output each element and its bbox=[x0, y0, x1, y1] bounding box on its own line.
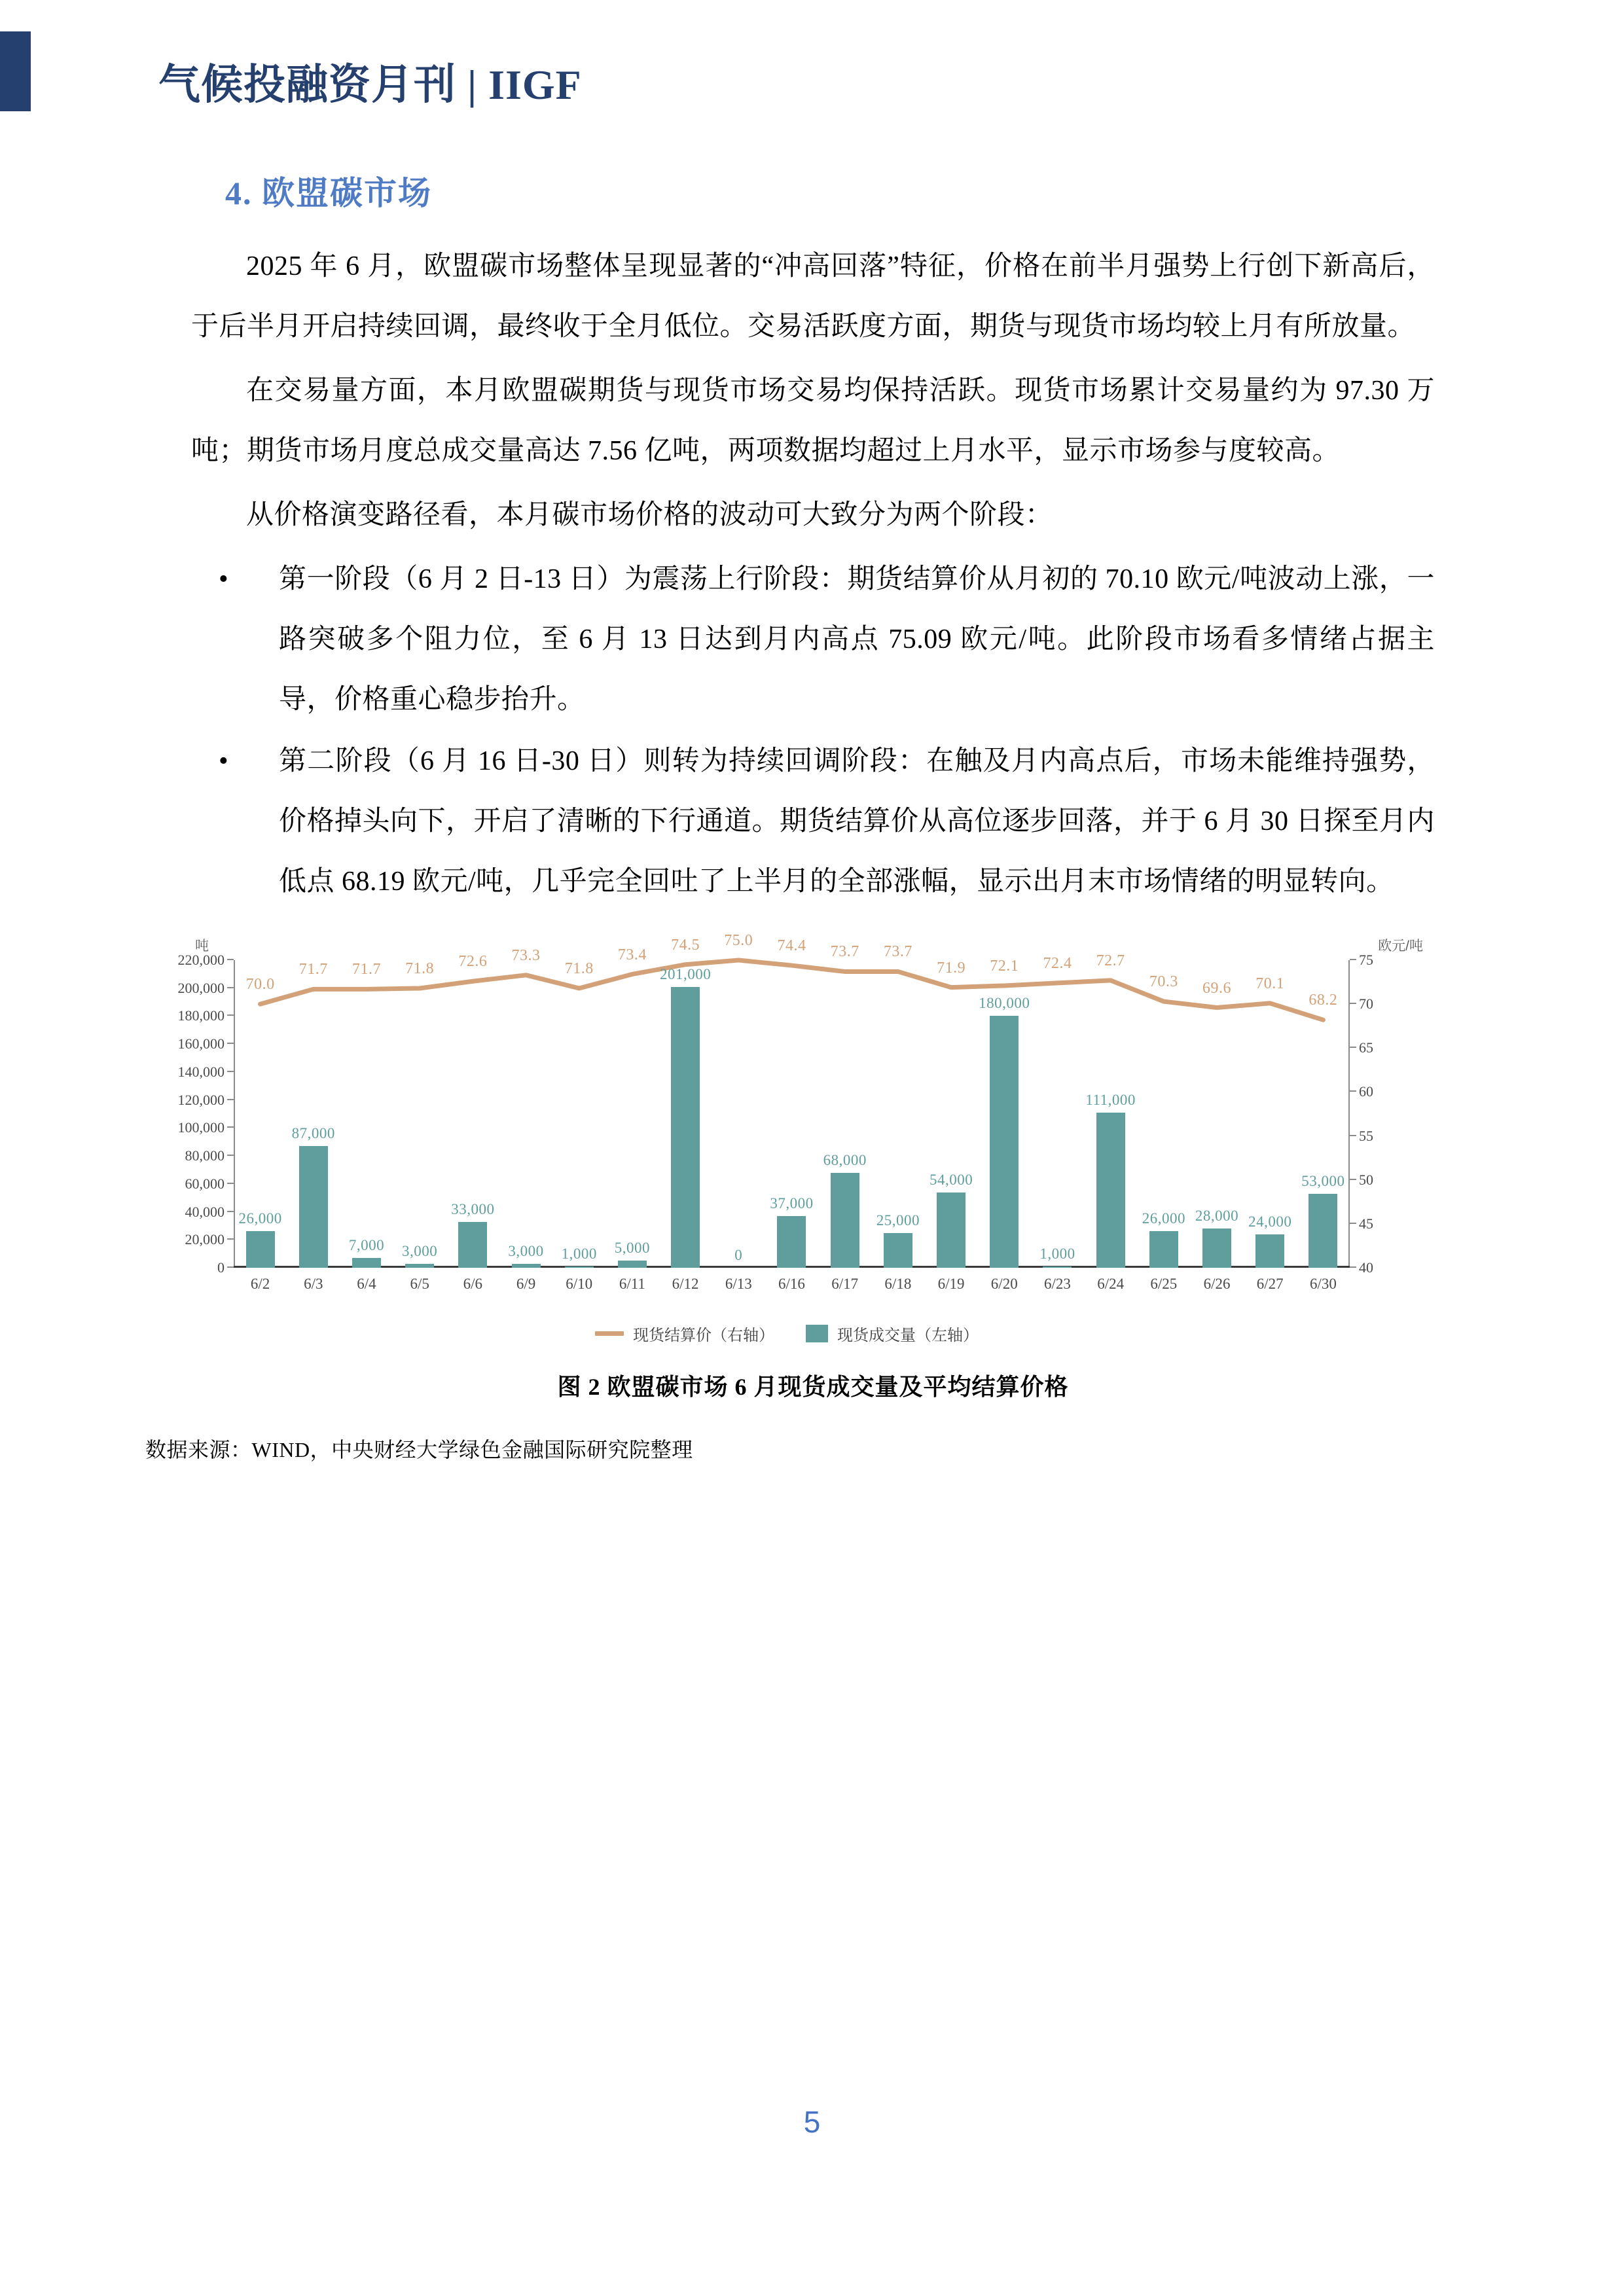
bar bbox=[1043, 1266, 1072, 1268]
bar-column bbox=[924, 959, 977, 1292]
bar bbox=[512, 1264, 541, 1268]
y-axis-tick-label: 40,000 bbox=[185, 1203, 225, 1220]
price-value-label: 72.1 bbox=[990, 957, 1019, 975]
bar bbox=[1096, 1113, 1125, 1268]
logo-bar-4 bbox=[0, 31, 5, 111]
bar-value-label: 28,000 bbox=[1195, 1208, 1239, 1225]
y2-axis-tick-mark bbox=[1350, 1003, 1356, 1004]
y2-axis-tick-label: 75 bbox=[1359, 952, 1373, 968]
bar bbox=[1308, 1194, 1337, 1268]
bar bbox=[937, 1193, 965, 1268]
y2-axis-tick-label: 60 bbox=[1359, 1083, 1373, 1100]
y2-axis-tick-mark bbox=[1350, 1090, 1356, 1092]
x-axis-tick-label: 6/24 bbox=[1097, 1276, 1125, 1292]
page-number: 5 bbox=[803, 2105, 821, 2139]
y-axis-tick-mark bbox=[227, 1014, 234, 1016]
y-axis-tick-mark bbox=[227, 959, 234, 960]
y-axis-tick-mark bbox=[227, 1238, 234, 1240]
price-value-label: 73.7 bbox=[830, 943, 859, 961]
bar bbox=[246, 1231, 275, 1268]
price-value-label: 68.2 bbox=[1308, 992, 1338, 1009]
bar-value-label: 54,000 bbox=[929, 1171, 973, 1188]
bar bbox=[299, 1146, 328, 1268]
bar-value-label: 0 bbox=[734, 1247, 743, 1263]
x-axis-tick-label: 6/3 bbox=[304, 1276, 323, 1292]
y2-axis-tick-label: 50 bbox=[1359, 1171, 1373, 1188]
y2-axis-tick-mark bbox=[1350, 1179, 1356, 1180]
price-value-label: 74.5 bbox=[671, 936, 700, 954]
bar bbox=[831, 1173, 859, 1268]
price-value-label: 71.8 bbox=[564, 960, 594, 977]
bar-column bbox=[818, 943, 871, 1292]
y-axis-tick-label: 120,000 bbox=[177, 1091, 225, 1108]
price-value-label: 72.4 bbox=[1043, 954, 1072, 972]
bar-column bbox=[765, 937, 818, 1292]
x-axis-tick-label: 6/26 bbox=[1203, 1276, 1231, 1292]
x-axis-tick-label: 6/17 bbox=[831, 1276, 859, 1292]
legend-item-volume bbox=[806, 1322, 979, 1345]
y-axis-tick-label: 180,000 bbox=[177, 1007, 225, 1024]
bar-column bbox=[234, 960, 287, 1292]
y-axis-tick-label: 60,000 bbox=[185, 1175, 225, 1192]
figure-caption: 图 2 欧盟碳市场 6 月现货成交量及平均结算价格 bbox=[557, 1374, 1069, 1400]
legend-item-price bbox=[595, 1322, 774, 1345]
y-axis-tick-label: 160,000 bbox=[177, 1035, 225, 1052]
plot-area bbox=[177, 932, 1373, 1292]
bar-value-label: 5,000 bbox=[614, 1240, 651, 1257]
bar-value-label: 26,000 bbox=[1142, 1210, 1185, 1227]
y-axis-tick-mark bbox=[227, 1211, 234, 1212]
bar-value-label: 25,000 bbox=[876, 1211, 920, 1229]
y-axis-tick-mark bbox=[227, 1099, 234, 1100]
left-axis-unit-label: 吨 bbox=[195, 939, 209, 954]
bar bbox=[618, 1261, 647, 1268]
phase-list bbox=[191, 549, 1435, 912]
bullet-icon: • bbox=[219, 564, 229, 594]
publication-title: 气候投融资月刊 | IIGF bbox=[158, 62, 582, 108]
bar bbox=[884, 1233, 912, 1268]
x-axis-tick-label: 6/20 bbox=[990, 1276, 1018, 1292]
bar-column bbox=[287, 960, 340, 1292]
chart-legend bbox=[145, 1322, 1428, 1345]
price-value-label: 71.7 bbox=[298, 961, 328, 978]
x-axis-tick-label: 6/30 bbox=[1309, 1276, 1337, 1292]
bar-value-label: 7,000 bbox=[348, 1237, 385, 1254]
page-header bbox=[0, 31, 1624, 117]
x-axis-tick-label: 6/18 bbox=[884, 1276, 912, 1292]
bar-value-label: 68,000 bbox=[823, 1151, 867, 1168]
bar-value-label: 1,000 bbox=[1039, 1245, 1075, 1262]
y2-axis-tick-label: 45 bbox=[1359, 1215, 1373, 1232]
price-value-label: 75.0 bbox=[724, 932, 753, 949]
y-axis-tick-mark bbox=[227, 987, 234, 988]
price-value-label: 71.8 bbox=[405, 960, 435, 977]
bar-column bbox=[659, 936, 712, 1292]
line-swatch-icon bbox=[595, 1331, 624, 1336]
legend-label: 现货成交量（左轴） bbox=[837, 1327, 979, 1344]
bar-column bbox=[978, 957, 1031, 1292]
bar bbox=[777, 1216, 806, 1268]
bar-column bbox=[1084, 952, 1137, 1292]
y-axis-tick-label: 20,000 bbox=[185, 1231, 225, 1248]
y2-axis-tick-label: 70 bbox=[1359, 996, 1373, 1013]
section-heading: 4. 欧盟碳市场 bbox=[225, 175, 432, 211]
bar-column bbox=[393, 960, 446, 1292]
y-axis-tick-label: 80,000 bbox=[185, 1147, 225, 1164]
y-axis-tick-label: 200,000 bbox=[177, 979, 225, 996]
bar-value-label: 37,000 bbox=[770, 1194, 814, 1211]
bar-value-label: 53,000 bbox=[1301, 1172, 1345, 1189]
bar bbox=[1149, 1231, 1178, 1268]
y-axis-tick-label: 0 bbox=[217, 1259, 225, 1276]
y-axis-tick-label: 220,000 bbox=[177, 952, 225, 968]
y2-axis-tick-label: 55 bbox=[1359, 1127, 1373, 1144]
price-value-label: 72.7 bbox=[1096, 952, 1125, 969]
x-axis-tick-label: 6/4 bbox=[357, 1276, 376, 1292]
x-axis-tick-label: 6/16 bbox=[778, 1276, 805, 1292]
y-axis-tick-label: 100,000 bbox=[177, 1119, 225, 1136]
bar-value-label: 3,000 bbox=[402, 1242, 438, 1259]
data-source-note: 数据来源：WIND，中央财经大学绿色金融国际研究院整理 bbox=[145, 1438, 693, 1462]
price-value-label: 69.6 bbox=[1202, 979, 1232, 997]
bar-value-label: 26,000 bbox=[238, 1210, 282, 1227]
x-axis-tick-label: 6/25 bbox=[1150, 1276, 1178, 1292]
bar bbox=[458, 1222, 487, 1268]
x-axis-tick-label: 6/2 bbox=[250, 1276, 270, 1292]
price-value-label: 73.7 bbox=[883, 943, 912, 961]
bar-value-label: 180,000 bbox=[979, 995, 1030, 1012]
x-axis-tick-label: 6/12 bbox=[672, 1276, 699, 1292]
bar-swatch-icon bbox=[806, 1325, 828, 1342]
bar bbox=[405, 1264, 434, 1268]
x-axis-tick-label: 6/9 bbox=[516, 1276, 536, 1292]
bar bbox=[671, 987, 700, 1268]
bullet-icon: • bbox=[219, 746, 229, 776]
y2-axis-tick-mark bbox=[1350, 1047, 1356, 1048]
y2-axis-tick-mark bbox=[1350, 1223, 1356, 1224]
bar bbox=[1202, 1229, 1231, 1268]
bar-column bbox=[340, 960, 393, 1292]
paragraph-overview: 2025 年 6 月，欧盟碳市场整体呈现显著的“冲高回落”特征，价格在前半月强势上行创下新高后，于后半月开启持续回调，最终收于全月低位。交易活跃度方面，期货与现货市场均较上月有所放量。 bbox=[191, 251, 1435, 342]
bar-column bbox=[1190, 960, 1243, 1292]
y-axis-tick-mark bbox=[227, 1126, 234, 1128]
x-axis-tick-label: 6/13 bbox=[725, 1276, 752, 1292]
bar bbox=[565, 1266, 594, 1268]
price-value-label: 72.6 bbox=[458, 953, 488, 971]
y2-axis-tick-label: 65 bbox=[1359, 1039, 1373, 1056]
y-axis-tick-label: 140,000 bbox=[177, 1063, 225, 1080]
price-value-label: 73.3 bbox=[511, 946, 541, 964]
x-axis-tick-label: 6/5 bbox=[410, 1276, 429, 1292]
bar-value-label: 3,000 bbox=[508, 1242, 544, 1259]
price-value-label: 70.0 bbox=[245, 976, 275, 994]
y2-axis-tick-mark bbox=[1350, 1266, 1356, 1268]
x-axis-tick-label: 6/10 bbox=[566, 1276, 593, 1292]
x-axis-tick-label: 6/27 bbox=[1256, 1276, 1284, 1292]
bar-column bbox=[1031, 954, 1084, 1292]
bar-value-label: 87,000 bbox=[291, 1125, 335, 1142]
list-item bbox=[191, 731, 1435, 912]
x-axis-tick-label: 6/6 bbox=[463, 1276, 483, 1292]
bar-column bbox=[1244, 960, 1297, 1292]
y-axis-tick-mark bbox=[227, 1043, 234, 1044]
list-item-text: 第二阶段（6 月 16 日-30 日）则转为持续回调阶段：在触及月内高点后，市场未能维持强势，价格掉头向下，开启了清晰的下行通道。期货结算价从高位逐步回落，并于 6 月 30 日探至月内低点 68.19 欧元/吨，几乎完全回吐了上半月的全部涨幅，显示出月末市场情绪的明显转向。 bbox=[279, 746, 1435, 897]
bar-column bbox=[712, 932, 765, 1292]
y2-axis-tick-label: 40 bbox=[1359, 1259, 1373, 1276]
right-axis-unit-label: 欧元/吨 bbox=[1378, 939, 1423, 954]
legend-label: 现货结算价（右轴） bbox=[633, 1327, 774, 1344]
figure-2-chart bbox=[145, 932, 1428, 1354]
bar-column bbox=[446, 953, 499, 1292]
bar-value-label: 201,000 bbox=[659, 965, 712, 982]
price-value-label: 71.9 bbox=[937, 959, 966, 977]
y2-axis-tick-mark bbox=[1350, 959, 1356, 960]
price-value-label: 73.4 bbox=[617, 946, 647, 963]
price-value-label: 71.7 bbox=[352, 961, 381, 978]
x-axis-tick-label: 6/23 bbox=[1043, 1276, 1071, 1292]
x-axis-tick-label: 6/11 bbox=[619, 1276, 645, 1292]
bar-column bbox=[1297, 960, 1350, 1292]
x-axis-tick-label: 6/19 bbox=[937, 1276, 965, 1292]
y2-axis-tick-mark bbox=[1350, 1135, 1356, 1136]
bar bbox=[1255, 1234, 1284, 1268]
bar-column bbox=[499, 946, 552, 1292]
bar bbox=[352, 1258, 381, 1268]
y-axis-tick-mark bbox=[227, 1155, 234, 1156]
bar-value-label: 24,000 bbox=[1248, 1213, 1292, 1230]
paragraph-volume: 在交易量方面，本月欧盟碳期货与现货市场交易均保持活跃。现货市场累计交易量约为 97.30 万吨；期货市场月度总成交量高达 7.56 亿吨，两项数据均超过上月水平，显示市场参与度较高。 bbox=[191, 376, 1435, 466]
bar-column bbox=[1137, 960, 1190, 1292]
list-item-text: 第一阶段（6 月 2 日-13 日）为震荡上行阶段：期货结算价从月初的 70.10 欧元/吨波动上涨，一路突破多个阻力位，至 6 月 13 日达到月内高点 75.09 欧元/吨。此阶段市场看多情绪占据主导，价格重心稳步抬升。 bbox=[279, 564, 1435, 715]
list-item bbox=[191, 549, 1435, 730]
y-axis-tick-mark bbox=[227, 1266, 234, 1268]
bar-column bbox=[871, 943, 924, 1292]
bar bbox=[990, 1016, 1019, 1268]
y-axis-tick-mark bbox=[227, 1183, 234, 1184]
plot-inner bbox=[177, 932, 1373, 1292]
document-content bbox=[145, 167, 1435, 1463]
price-value-label: 74.4 bbox=[777, 937, 806, 955]
bar-column bbox=[605, 946, 659, 1292]
paragraph-phases-intro: 从价格演变路径看，本月碳市场价格的波动可大致分为两个阶段： bbox=[246, 500, 1053, 530]
y-axis-tick-mark bbox=[227, 1071, 234, 1072]
bar-value-label: 33,000 bbox=[451, 1200, 495, 1217]
bar-value-label: 1,000 bbox=[561, 1245, 597, 1262]
bar-value-label: 111,000 bbox=[1085, 1091, 1136, 1108]
price-value-label: 70.3 bbox=[1149, 973, 1178, 991]
bar-column bbox=[552, 960, 605, 1292]
price-value-label: 70.1 bbox=[1255, 975, 1285, 992]
